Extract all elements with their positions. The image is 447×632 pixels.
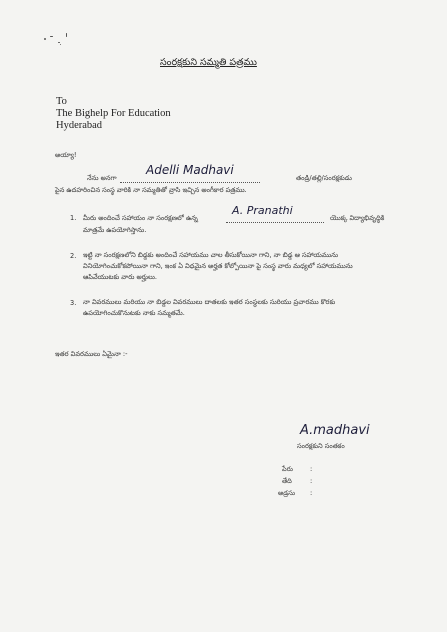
point-1-number: 1. [70,214,77,222]
point-3-text: నా వివరములు మరియు నా బిడ్డల వివరములు దాతలకు ఇతర సంస్థలకు సురియు ప్రచారము కొరకు ఉపయోగించుకొనుటకు నాకు సమ్మతమే. [83,298,336,317]
intro-line-2: పైన ఉదహరించిన సంస్థ వారికి నా సమ్మతితో వ్రాసి ఇచ్చిన అంగీకార పత్రము. [55,186,247,194]
field-address-label: అడ్రసు [278,489,296,497]
point-3-number: 3. [70,299,77,307]
document-title: సంరక్షకుని సమ్మతి పత్రము [160,57,257,68]
scan-mark [66,33,67,37]
other-details-label: ఇతర వివరములు ఏమైనా :- [55,350,128,358]
scan-mark [60,44,61,45]
point-1-line-2: మాత్రమే ఉపయోగిస్తాను. [83,226,147,234]
address-city: Hyderabad [56,120,103,131]
intro-prefix: నేను అనగా [87,174,117,182]
field-name-label: పేరు [282,465,293,473]
address-to: To [56,96,67,107]
field-name-colon: : [310,465,313,473]
field-date-label: తేది [282,477,292,485]
field-address-colon: : [310,489,313,497]
point-1-child-name: A. Pranathi [232,204,293,217]
intro-guardian-name: Adelli Madhavi [146,163,234,177]
address-org: The Bighelp For Education [56,108,171,119]
signature-label: సంరక్షకుని సంతకం [297,442,345,450]
scan-mark [44,38,46,40]
point-1-after: యొక్క విద్యాభివృద్ధికి [330,214,385,222]
point-2-number: 2. [70,252,77,260]
point-1-before: మీరు అందించే సహాయం నా సంరక్షణలో ఉన్న [83,214,198,222]
scan-mark [58,42,60,43]
guardian-signature: A.madhavi [300,423,370,438]
point-2-text: ఇట్టి నా సంరక్షణలోని బిడ్డకు అందించే సహాయము చాల తీసుకోయినా గాని, నా బిడ్డ ఆ సహాయమును వినియోగించుకోకపోయినా గాని, ఇంక ఏ విధమైన అర్హత కోల్పోయినా పై సంస్థ వారు మధ్యలో సహాయమును ఆపివేయుటకు వారు అర్హులు. [83,251,353,281]
field-date-colon: : [310,477,313,485]
intro-suffix: తండ్రి/తల్లి/సంరక్షకుడు [296,174,352,182]
scan-mark [50,36,53,37]
salutation: అయ్యా! [55,151,77,159]
